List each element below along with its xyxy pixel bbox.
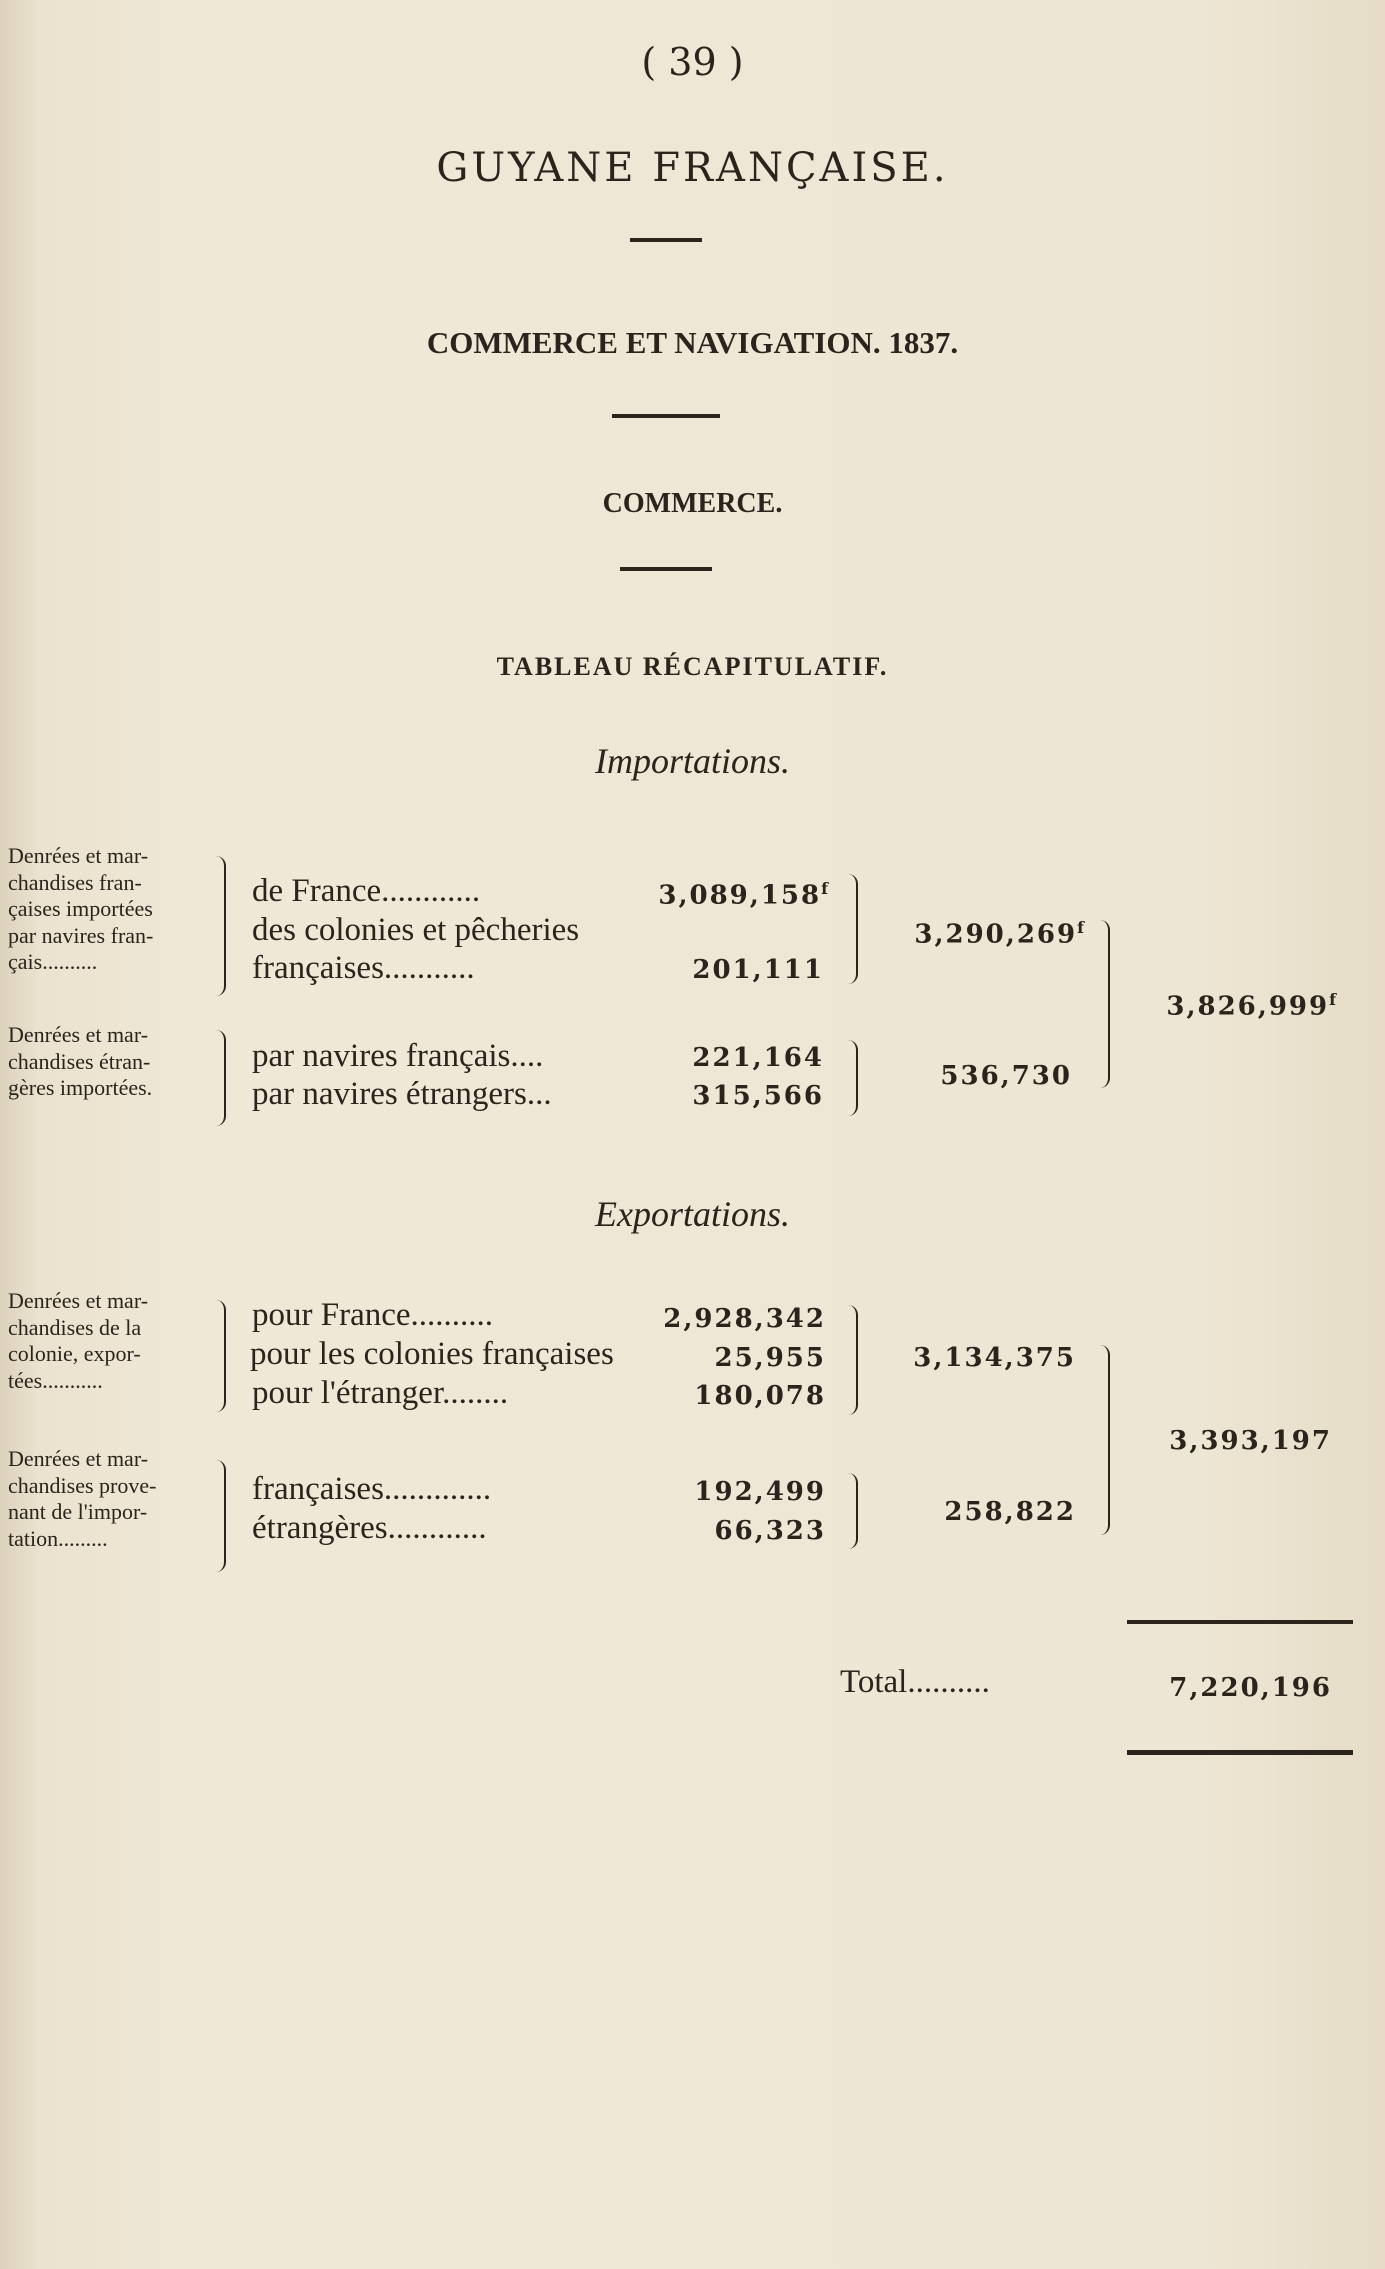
row-value: 221,164 xyxy=(692,1043,824,1073)
import-group1-label: Denrées et mar- chandises fran- çaises importées par navires fran- çais.......... xyxy=(8,843,154,974)
row-desc: pour les colonies françaises xyxy=(250,1336,614,1372)
row-value: 2,928,342 xyxy=(663,1304,826,1334)
divider xyxy=(612,414,720,418)
export-group1-label: Denrées et mar- chandises de la colonie, expor- tées........... xyxy=(8,1288,149,1393)
row-desc: pour France.......... xyxy=(252,1297,494,1333)
row-desc: françaises........... xyxy=(252,950,475,986)
subtotal-value: 536,730 xyxy=(940,1061,1072,1091)
row-desc: pour l'étranger........ xyxy=(252,1375,509,1411)
subtotal-value: 3,290,269$^f$ xyxy=(914,918,1086,950)
export-group2-label: Denrées et mar- chandises prove- nant de l'impor- tation......... xyxy=(8,1446,157,1551)
import-group2-label: Denrées et mar- chandises étran- gères importées. xyxy=(8,1022,153,1100)
subtitle: COMMERCE ET NAVIGATION. 1837. xyxy=(426,325,959,360)
brace xyxy=(846,1040,858,1116)
row-value: 192,499 xyxy=(694,1477,826,1507)
brace xyxy=(214,1030,226,1126)
grand-total-label: Total.......... xyxy=(840,1664,990,1700)
table-title: TABLEAU RÉCAPITULATIF. xyxy=(496,652,889,681)
row-desc: françaises............. xyxy=(252,1471,492,1507)
page-title: GUYANE FRANÇAISE. xyxy=(436,145,949,191)
row-value: 3,089,158$^f$ xyxy=(658,879,830,911)
row-desc: par navires français.... xyxy=(252,1038,544,1074)
subtotal-value: 3,134,375 xyxy=(913,1343,1076,1373)
brace xyxy=(214,856,226,996)
row-value: 180,078 xyxy=(694,1381,826,1411)
exportations-heading: Exportations. xyxy=(595,1194,790,1234)
brace xyxy=(1094,1345,1110,1535)
row-desc: de France............ xyxy=(252,873,481,909)
row-value: 315,566 xyxy=(692,1081,824,1111)
row-desc: étrangères............ xyxy=(252,1510,487,1546)
divider xyxy=(1127,1750,1353,1755)
brace xyxy=(214,1460,226,1572)
row-desc: par navires étrangers... xyxy=(252,1076,552,1112)
page-number: ( 39 ) xyxy=(641,40,744,84)
subtotal-value: 258,822 xyxy=(944,1497,1076,1527)
total-value: 3,393,197 xyxy=(1169,1426,1332,1456)
row-value: 66,323 xyxy=(714,1516,826,1546)
divider xyxy=(620,567,712,571)
divider xyxy=(1127,1620,1353,1624)
brace xyxy=(1094,920,1110,1088)
total-value: 3,826,999$^f$ xyxy=(1166,990,1338,1022)
divider xyxy=(630,238,702,242)
row-value: 201,111 xyxy=(692,955,824,985)
brace xyxy=(846,1305,858,1415)
brace xyxy=(846,1473,858,1549)
row-desc: des colonies et pêcheries xyxy=(252,912,580,948)
section-title: COMMERCE. xyxy=(602,488,783,519)
brace xyxy=(214,1300,226,1412)
importations-heading: Importations. xyxy=(594,741,790,781)
brace xyxy=(846,874,858,984)
row-value: 25,955 xyxy=(714,1343,826,1373)
grand-total-value: 7,220,196 xyxy=(1169,1673,1332,1703)
